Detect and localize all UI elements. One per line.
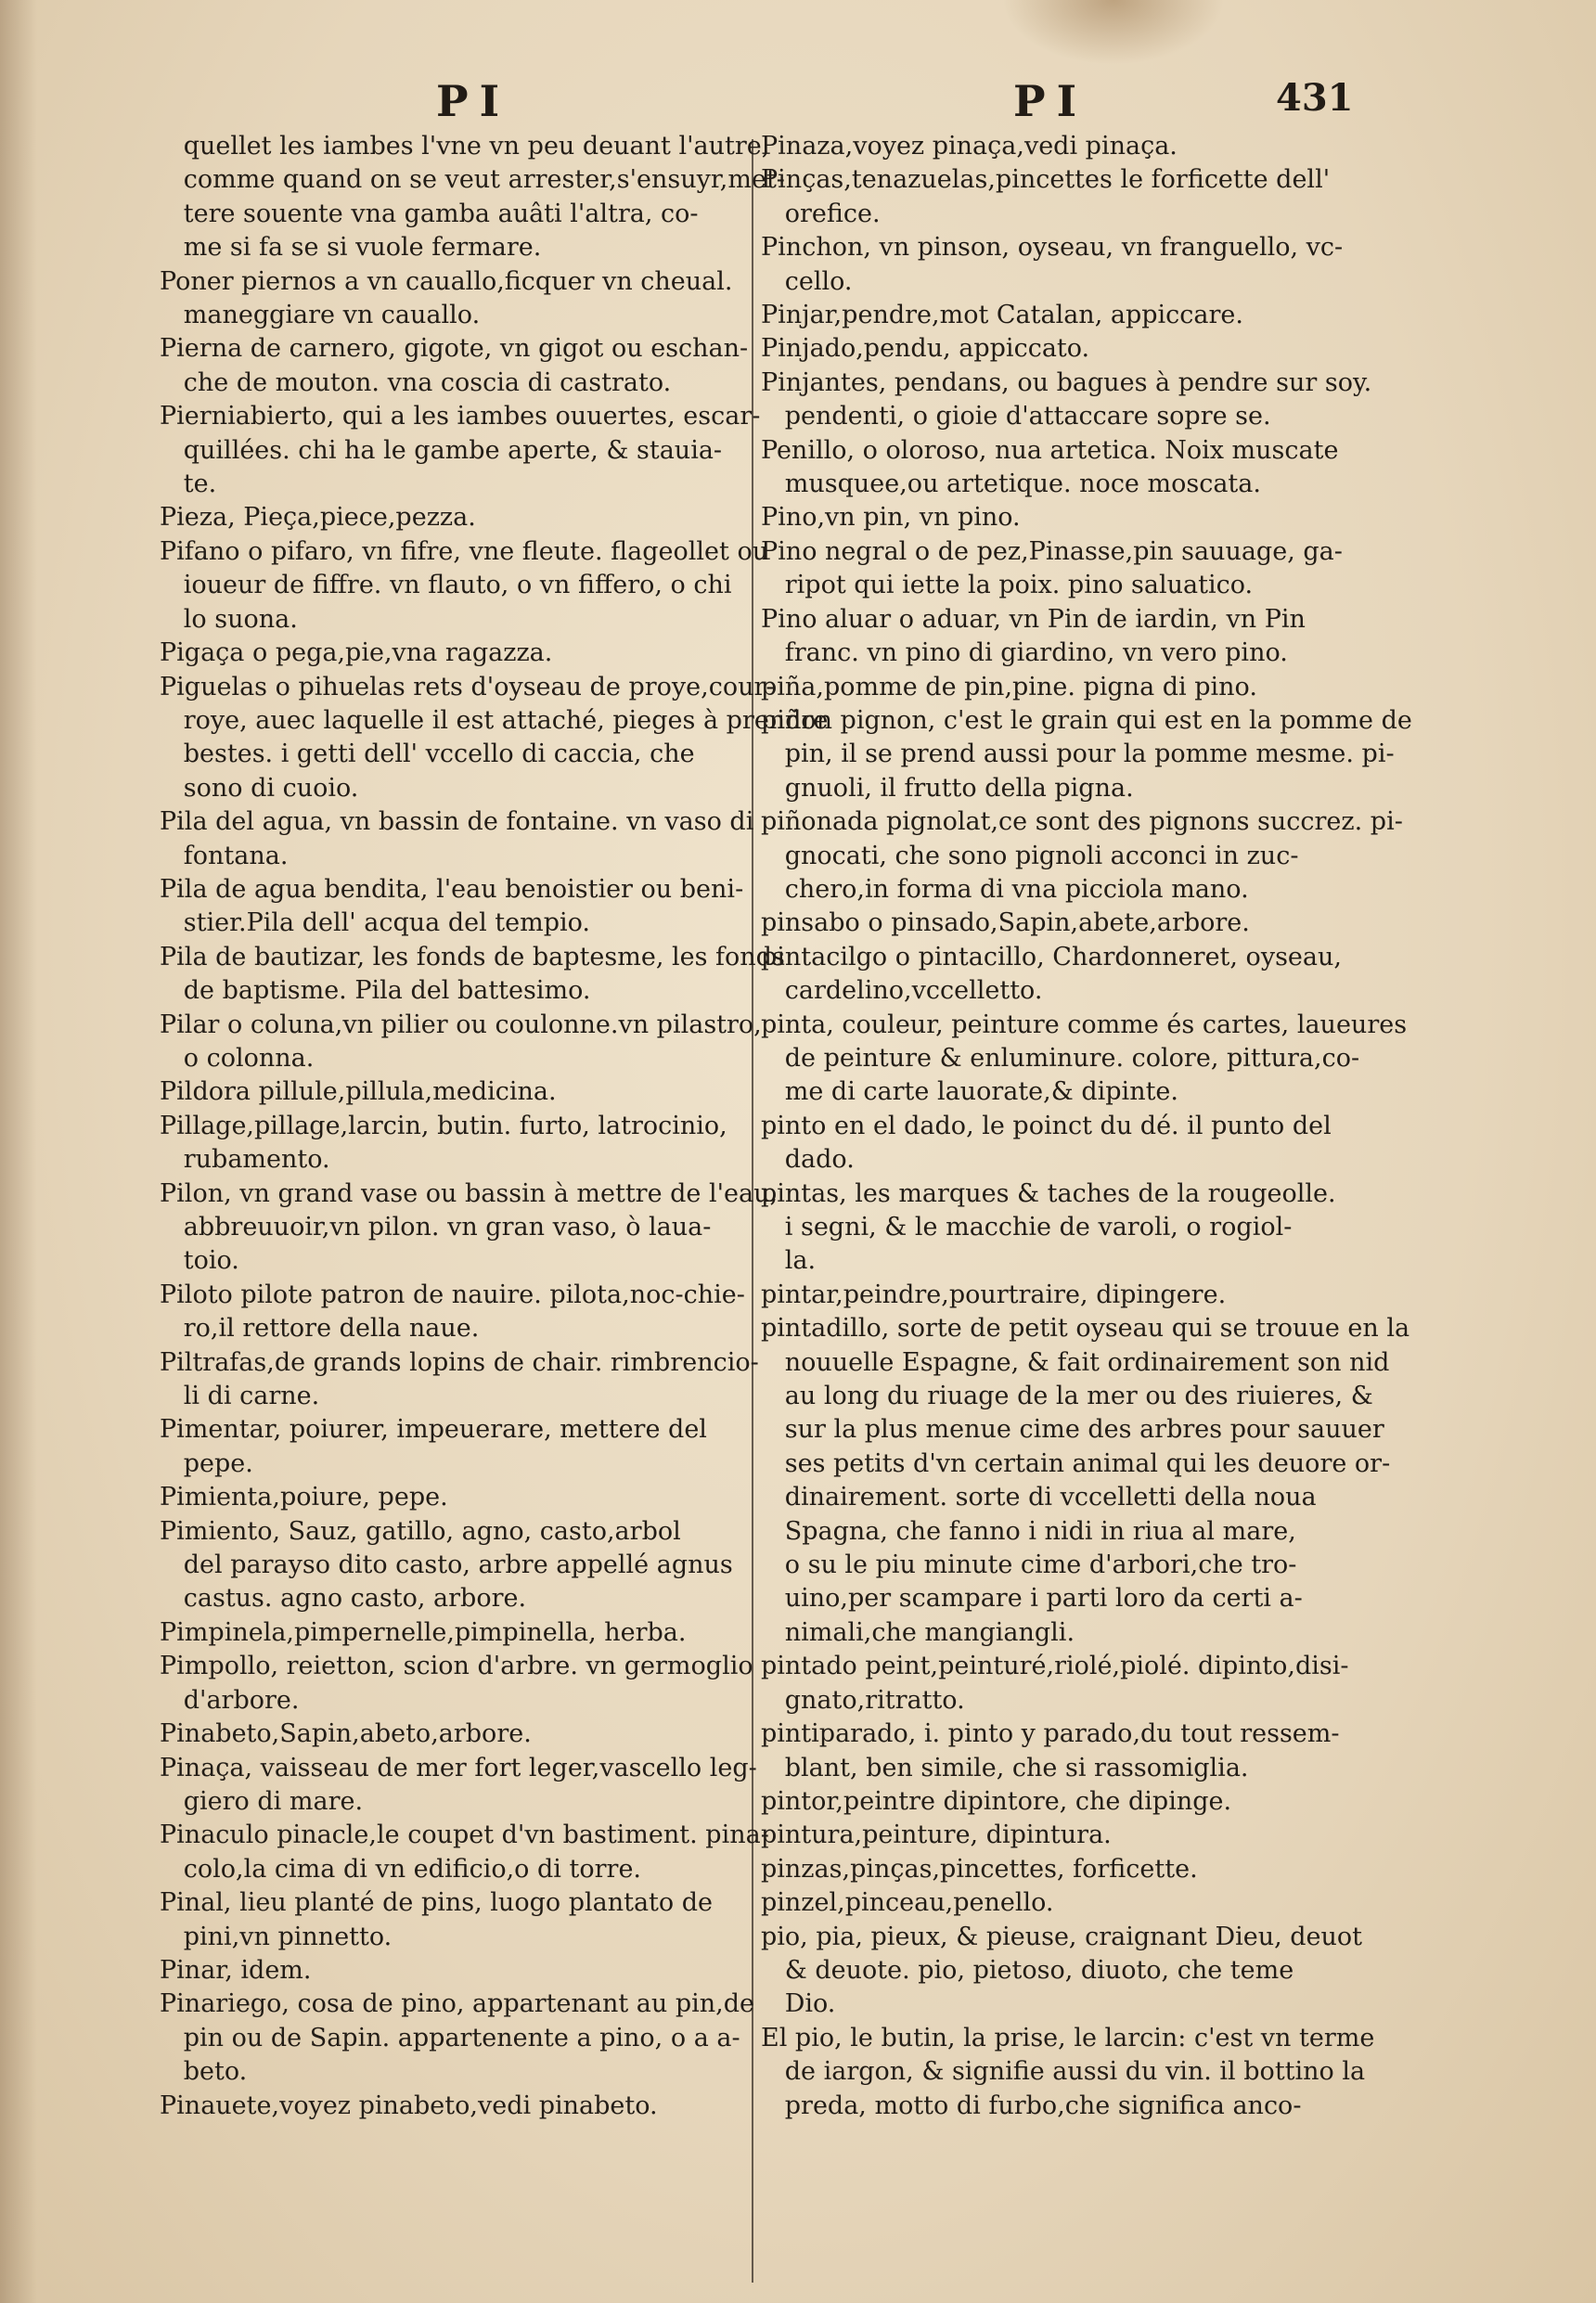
- dictionary-entry: [160, 265, 753, 333]
- dictionary-entry: [761, 1009, 1408, 1110]
- entry-text: Pierna de carnero, gigote, vn gigot ou eschan- che de mouton. vna coscia di castrato.: [160, 334, 749, 397]
- entry-text: Piloto pilote patron de nauire. pilota,noc-chie- ro,il rettore della naue.: [160, 1280, 745, 1344]
- dictionary-entry: [160, 501, 753, 534]
- entry-text: pintado peint,peinturé,riolé,piolé. dipinto,disi- gnato,ritratto.: [761, 1652, 1349, 1715]
- entry-text: pinzas,pinças,pincettes, forficette.: [761, 1854, 1198, 1884]
- dictionary-entry: [761, 671, 1345, 704]
- dictionary-entry: [761, 332, 1345, 366]
- page-edge-shadow: [0, 0, 37, 2303]
- entry-text: pintas, les marques & taches de la rougeolle. i segni, & le macchie de varoli, o rogiol- la.: [761, 1178, 1336, 1276]
- entry-text: Pinabeto,Sapin,abeto,arbore.: [160, 1719, 532, 1749]
- entry-text: Piltrafas,de grands lopins de chair. rimbrencio- li di carne.: [160, 1347, 759, 1411]
- entry-text: pintura,peinture, dipintura.: [761, 1821, 1112, 1850]
- entry-text: pintacilgo o pintacillo, Chardonneret, oyseau, cardelino,vccelletto.: [761, 942, 1342, 1006]
- entry-text: Pimienta,poiure, pepe.: [160, 1483, 448, 1512]
- entry-text: pintor,peintre dipintore, che dipinge.: [761, 1786, 1232, 1816]
- entry-text: Pieza, Pieça,piece,pezza.: [160, 503, 476, 533]
- dictionary-entry: [761, 1921, 1363, 2022]
- dictionary-entry: [761, 603, 1345, 671]
- entry-text: piña,pomme de pin,pine. pigna di pino.: [761, 672, 1257, 701]
- entry-text: Pinças,tenazuelas,pincettes le forficette dell' orefice.: [761, 165, 1331, 228]
- page-number: 431: [1276, 76, 1354, 120]
- entry-text: Pilar o coluna,vn pilier ou coulonne.vn pilastro, o colonna.: [160, 1010, 762, 1073]
- entry-text: Pinaza,voyez pinaça,vedi pinaça.: [761, 132, 1178, 161]
- dictionary-entry: [761, 1110, 1345, 1177]
- dictionary-entry: [761, 1718, 1345, 1785]
- entry-text: Pila del agua, vn bassin de fontaine. vn vaso di fontana.: [160, 807, 754, 870]
- entry-text: Pila de agua bendita, l'eau benoistier ou beni- stier.Pila dell' acqua del tempio.: [160, 874, 744, 938]
- dictionary-entry: [761, 367, 1372, 434]
- dictionary-entry: [761, 1819, 1345, 1852]
- dictionary-entry: [160, 1988, 753, 2089]
- dictionary-entry: [160, 1413, 753, 1481]
- dictionary-entry: [761, 1312, 1410, 1650]
- entry-text: Pillage,pillage,larcin, butin. furto, latrocinio, rubamento.: [160, 1111, 727, 1175]
- entry-text: pinsabo o pinsado,Sapin,abete,arbore.: [761, 908, 1250, 938]
- entry-text: Pierniabierto, qui a les iambes ouuertes, escar- quillées. chi ha le gambe aperte, & stauia- te.: [160, 402, 761, 499]
- dictionary-entry: [160, 637, 753, 670]
- dictionary-entry: [761, 941, 1345, 1009]
- dictionary-entry: [761, 1650, 1349, 1718]
- dictionary-entry: [761, 130, 1345, 163]
- right-running-head: PI: [1013, 76, 1088, 126]
- entry-text: Pildora pillule,pillula,medicina.: [160, 1077, 557, 1107]
- entry-text: pintadillo, sorte de petit oyseau qui se trouue en la nouuelle Espagne, & fait ordinairement son nid au long du riuage de la mer ou des riuieres, & sur la plus menue cime des arbres pour sauuer ses petits d'vn certain animal qui les deuore or- dinairement. sorte di vccelletti della noua Spagna, che fanno i nidi in riua al mare, o su le piu minute cime d'arbori,che tro- uino,per scampare i parti loro da certi a- nimali,che mangiangli.: [761, 1314, 1410, 1647]
- entry-text: Pinal, lieu planté de pins, luogo plantato de pini,vn pinnetto.: [160, 1888, 714, 1951]
- entry-text: Pifano o pifaro, vn fifre, vne fleute. flageollet ou ioueur de fiffre. vn flauto, o vn fiffero, o chi lo suona.: [160, 536, 769, 634]
- dictionary-entry: [160, 1075, 753, 1109]
- dictionary-entry: [160, 2090, 753, 2123]
- dictionary-entry: [761, 501, 1345, 534]
- entry-text: Penillo, o oloroso, nua artetica. Noix muscate musquee,ou artetique. noce moscata.: [761, 435, 1339, 499]
- top-stain: [1002, 0, 1225, 65]
- dictionary-entry: [160, 1515, 753, 1616]
- entry-text: Pila de bautizar, les fonds de baptesme, les fonds de baptisme. Pila del battesimo.: [160, 942, 785, 1006]
- dictionary-entry: [160, 1009, 762, 1076]
- entry-text: Pinariego, cosa de pino, appartenant au pin,de pin ou de Sapin. appartenente a pino, o a a- beto.: [160, 1989, 755, 2087]
- dictionary-entry: [761, 1177, 1345, 1279]
- entry-text: Pimpollo, reietton, scion d'arbre. vn germoglio d'arbore.: [160, 1652, 753, 1715]
- dictionary-entry: [160, 1886, 753, 1954]
- dictionary-entry: [160, 535, 769, 637]
- entry-text: El pio, le butin, la prise, le larcin: c'est vn terme de iargon, & signifie aussi du vin. il bottino la preda, motto di furbo,che significa anco-: [761, 2023, 1375, 2120]
- dictionary-entry: [761, 1785, 1345, 1819]
- dictionary-entry: [761, 1886, 1345, 1920]
- entry-text: quellet les iambes l'vne vn peu deuant l'autre, comme quand on se veut arrester,s'ensuyr,met- tere souente vna gamba auâti l'altra, co- me si fa se si vuole fermare.: [183, 132, 785, 263]
- entry-text: Piguelas o pihuelas rets d'oyseau de proye,cour- roye, auec laquelle il est attaché, pieges à prendre bestes. i getti dell' vccello di caccia, che sono di cuoio.: [160, 672, 829, 803]
- entry-text: Pimpinela,pimpernelle,pimpinella, herba.: [160, 1617, 687, 1647]
- dictionary-entry: [160, 671, 829, 806]
- entry-text: Pinjantes, pendans, ou bagues à pendre sur soy. pendenti, o gioie d'attaccare sopre se.: [761, 367, 1372, 431]
- dictionary-entry: [761, 805, 1403, 907]
- left-column: [160, 130, 829, 2123]
- entry-text: pintiparado, i. pinto y parado,du tout ressem- blant, ben simile, che si rassomiglia.: [761, 1719, 1340, 1782]
- entry-text: pinzel,pinceau,penello.: [761, 1888, 1054, 1918]
- dictionary-entry: [160, 1346, 759, 1414]
- dictionary-entry: [160, 1279, 753, 1346]
- dictionary-entry: [160, 1954, 753, 1988]
- entry-text: Pinaça, vaisseau de mer fort leger,vascello leg- giero di mare.: [160, 1753, 757, 1816]
- dictionary-entry: [160, 1616, 753, 1650]
- entry-text: Pinjado,pendu, appiccato.: [761, 334, 1090, 364]
- dictionary-entry: [761, 704, 1412, 805]
- entry-text: pinta, couleur, peinture comme és cartes, laueures de peinture & enluminure. colore, pittura,co- me di carte lauorate,& dipinte.: [761, 1010, 1408, 1107]
- left-running-head: PI: [436, 76, 511, 126]
- entry-text: Pino,vn pin, vn pino.: [761, 503, 1021, 533]
- dictionary-entry: [761, 299, 1345, 332]
- dictionary-entry: [160, 400, 761, 501]
- entry-text: Pigaça o pega,pie,vna ragazza.: [160, 638, 553, 668]
- dictionary-entry: [160, 873, 753, 941]
- dictionary-entry: [160, 332, 753, 400]
- dictionary-entry: [761, 231, 1345, 299]
- right-column: [761, 130, 1412, 2123]
- entry-text: Poner piernos a vn cauallo,ficquer vn cheual. maneggiare vn cauallo.: [160, 266, 733, 330]
- dictionary-entry: [160, 1177, 779, 1279]
- dictionary-entry: [160, 1481, 753, 1514]
- dictionary-entry: [160, 1110, 753, 1177]
- entry-text: Pino negral o de pez,Pinasse,pin sauuage, ga- ripot qui iette la poix. pino saluatico.: [761, 536, 1343, 600]
- dictionary-entry: [160, 1718, 753, 1751]
- dictionary-entry: [160, 1819, 769, 1886]
- entry-text: Pimiento, Sauz, gatillo, agno, casto,arbol del parayso dito casto, arbre appellé agnus castus. agno casto, arbore.: [160, 1516, 733, 1614]
- entry-text: pio, pia, pieux, & pieuse, craignant Dieu, deuot & deuote. pio, pietoso, diuoto, che teme Dio.: [761, 1922, 1363, 2019]
- entry-text: Pinauete,voyez pinabeto,vedi pinabeto.: [160, 2091, 658, 2120]
- entry-text: Pinar, idem.: [160, 1955, 312, 1985]
- dictionary-entry: [160, 130, 785, 265]
- entry-text: piñon pignon, c'est le grain qui est en la pomme de pin, il se prend aussi pour la pomme mesme. pi- gnuoli, il frutto della pigna.: [761, 705, 1412, 803]
- dictionary-entry: [160, 941, 785, 1009]
- dictionary-entry: [761, 907, 1345, 940]
- entry-text: pintar,peindre,pourtraire, dipingere.: [761, 1280, 1227, 1309]
- dictionary-entry: [761, 535, 1345, 603]
- entry-text: pinto en el dado, le poinct du dé. il punto del dado.: [761, 1111, 1332, 1175]
- dictionary-entry: [761, 163, 1345, 231]
- entry-text: Pinaculo pinacle,le coupet d'vn bastiment. pina- colo,la cima di vn edificio,o di torre.: [160, 1821, 769, 1884]
- entry-text: Pilon, vn grand vase ou bassin à mettre de l'eau, abbreuuoir,vn pilon. vn gran vaso, ò laua- toio.: [160, 1178, 779, 1276]
- entry-text: Pinjar,pendre,mot Catalan, appiccare.: [761, 301, 1243, 330]
- dictionary-entry: [761, 434, 1345, 502]
- entry-text: Pinchon, vn pinson, oyseau, vn franguello, vc- cello.: [761, 233, 1344, 296]
- dictionary-entry: [761, 1279, 1345, 1312]
- entry-text: piñonada pignolat,ce sont des pignons succrez. pi- gnocati, che sono pignoli acconci in zuc- chero,in forma di vna picciola mano.: [761, 807, 1403, 904]
- dictionary-entry: [160, 1752, 757, 1820]
- dictionary-entry: [160, 805, 753, 873]
- entry-text: Pimentar, poiurer, impeuerare, mettere del pepe.: [160, 1415, 707, 1478]
- dictionary-entry: [761, 2022, 1375, 2123]
- dictionary-entry: [761, 1853, 1345, 1886]
- dictionary-entry: [160, 1650, 753, 1718]
- entry-text: Pino aluar o aduar, vn Pin de iardin, vn Pin franc. vn pino di giardino, vn vero pino.: [761, 604, 1306, 668]
